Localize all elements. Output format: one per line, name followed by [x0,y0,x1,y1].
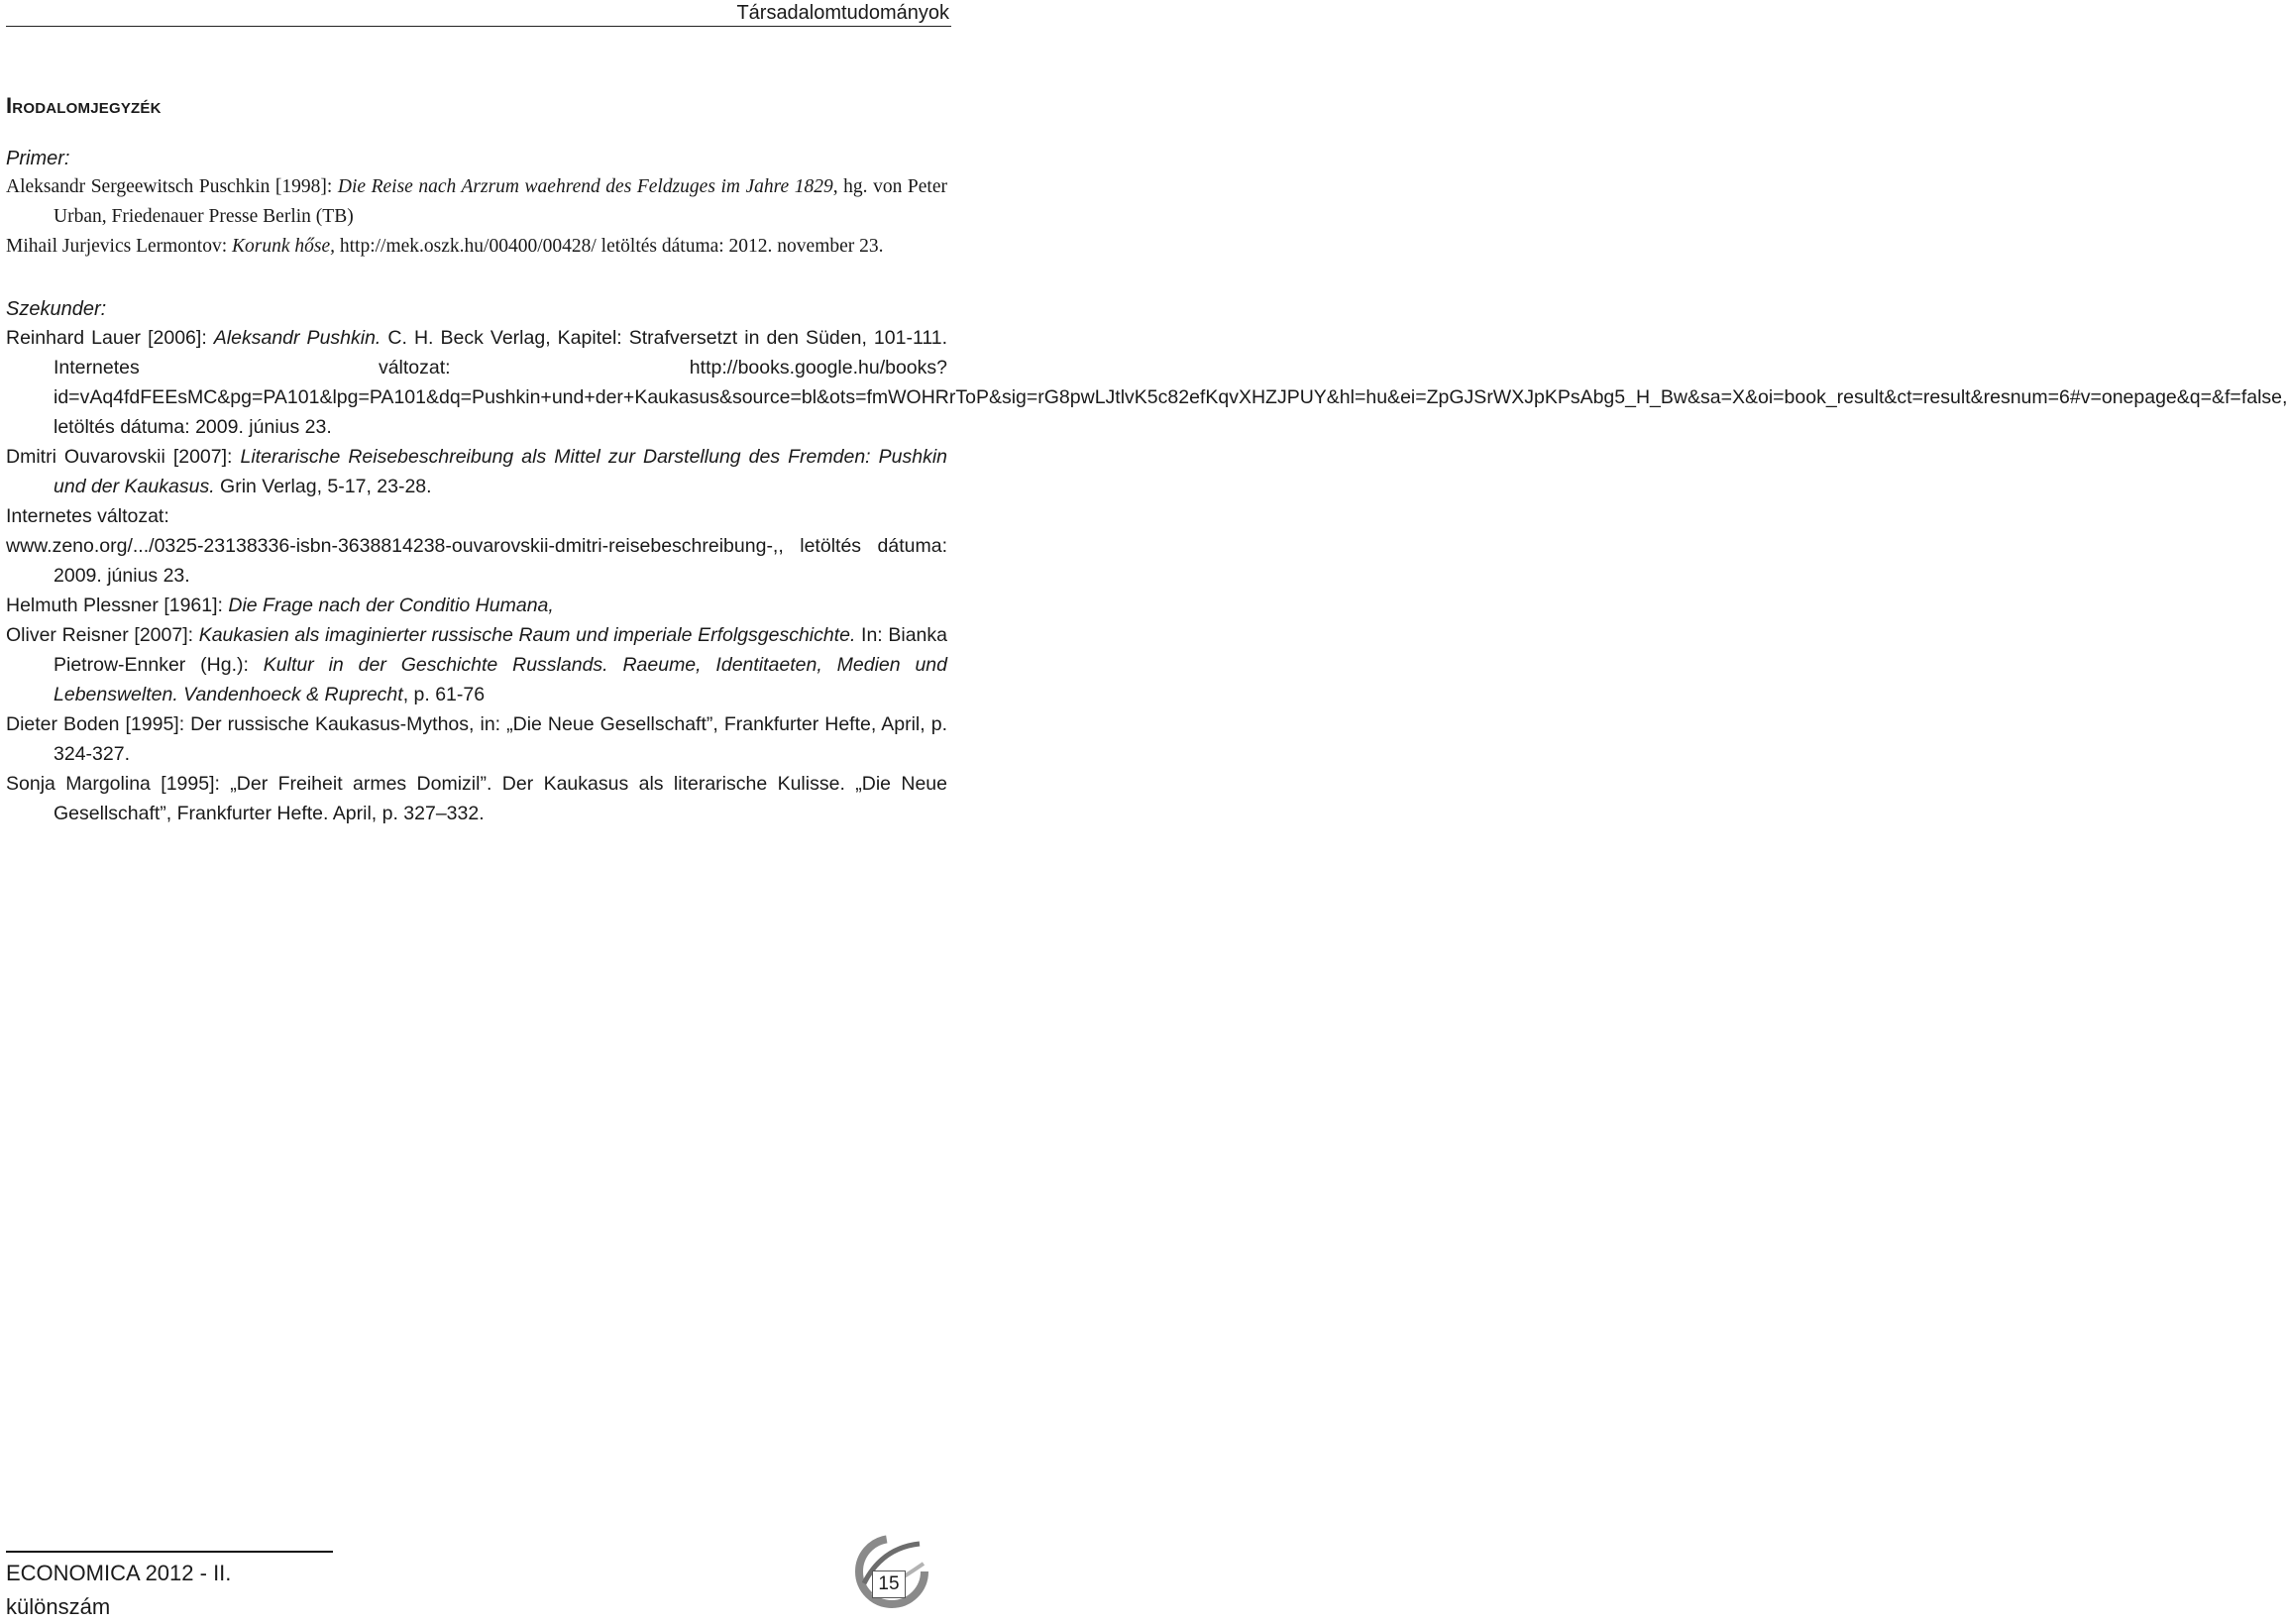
reference-item [6,769,947,828]
reference-details: In: Bianka Pietrow-Ennker (Hg.): [54,624,947,676]
reference-details: Grin Verlag, 5-17, 23-28. [214,476,432,497]
journal-name: ECONOMICA 2012 - II. különszám [6,1561,232,1619]
reference-full: Sonja Margolina [1995]: „Der Freiheit armes Domizil”. Der Kaukasus als literarische Kulisse. „Die Neue Gesellschaft”, Frankfurter Hefte. April, p. 327–332. [6,773,947,824]
reference-item [6,620,947,709]
reference-author: Helmuth Plessner [1961]: [6,595,229,616]
reference-item [6,501,947,531]
reference-note: Internetes változat: [6,505,169,527]
reference-author: Dmitri Ouvarovskii [2007]: [6,446,241,468]
reference-item [6,172,947,232]
running-header [6,0,951,27]
reference-details: http://mek.oszk.hu/00400/00428/ letöltés dátuma: 2012. november 23. [335,236,884,257]
reference-pages: , p. 61-76 [402,684,486,705]
reference-details: C. H. Beck Verlag, Kapitel: Strafversetzt in den Süden, 101-111. Internetes változat: http://books.google.hu/books?id=vAq4fdFEEsMC&pg=PA101&lpg=PA101&dq=Pushkin+und+der+Kaukasus&source=bl&ots=fmWOHRrToP&sig=rG8pwLJtlvK5c82efKqvXHZJPUY&hl=hu&ei=ZpGJSrWXJpKPsAbg5_H_Bw&sa=X&oi=book_result&ct=result&resnum=6#v=onepage&q=&f=false, letöltés dátuma: 2009. június 23. [54,327,2287,438]
reference-item [6,232,947,262]
primary-label: Primer: [6,148,70,169]
reference-author: Aleksandr Sergeewitsch Puschkin [1998]: [6,176,338,197]
footer [6,1551,333,1624]
reference-book-title: Kultur in der Geschichte Russlands. Raeume, Identitaeten, Medien und Lebenswelten. Vandenhoeck & Ruprecht [54,654,947,705]
reference-title: Die Frage nach der Conditio Humana, [228,595,554,616]
reference-item [6,591,947,620]
reference-title: Die Reise nach Arzrum waehrend des Feldzuges im Jahre 1829 [337,176,833,197]
reference-title: Korunk hőse, [232,236,336,257]
reference-item [6,709,947,769]
reference-item [6,531,947,591]
reference-title: Aleksandr Pushkin. [213,327,381,349]
reference-details: , hg. von Peter Urban, Friedenauer Presse Berlin (TB) [54,176,947,227]
secondary-label: Szekunder: [6,298,107,320]
reference-item [6,323,2287,442]
running-header-section: Társadalomtudományok [736,2,949,24]
bibliography [6,91,2287,828]
reference-title: Kaukasien als imaginierter russische Raum und imperiale Erfolgsgeschichte. [198,624,856,646]
reference-full: Dieter Boden [1995]: Der russische Kaukasus-Mythos, in: „Die Neue Gesellschaft”, Frankfurter Hefte, April, p. 324-327. [6,713,947,765]
reference-item [6,442,947,501]
reference-author: Reinhard Lauer [2006]: [6,327,214,349]
primary-sources [6,145,947,262]
reference-title: Literarische Reisebeschreibung als Mittel zur Darstellung des Fremden: Pushkin und der Kaukasus. [54,446,947,497]
reference-author: Mihail Jurjevics Lermontov: [6,236,233,257]
reference-author: Oliver Reisner [2007]: [6,624,199,646]
bibliography-title: Irodalomjegyzék [6,93,162,118]
page-number: 15 [872,1570,906,1598]
secondary-sources [6,295,2287,828]
reference-url: www.zeno.org/.../0325-23138336-isbn-3638814238-ouvarovskii-dmitri-reisebeschreibung-,, letöltés dátuma: 2009. június 23. [6,535,947,587]
